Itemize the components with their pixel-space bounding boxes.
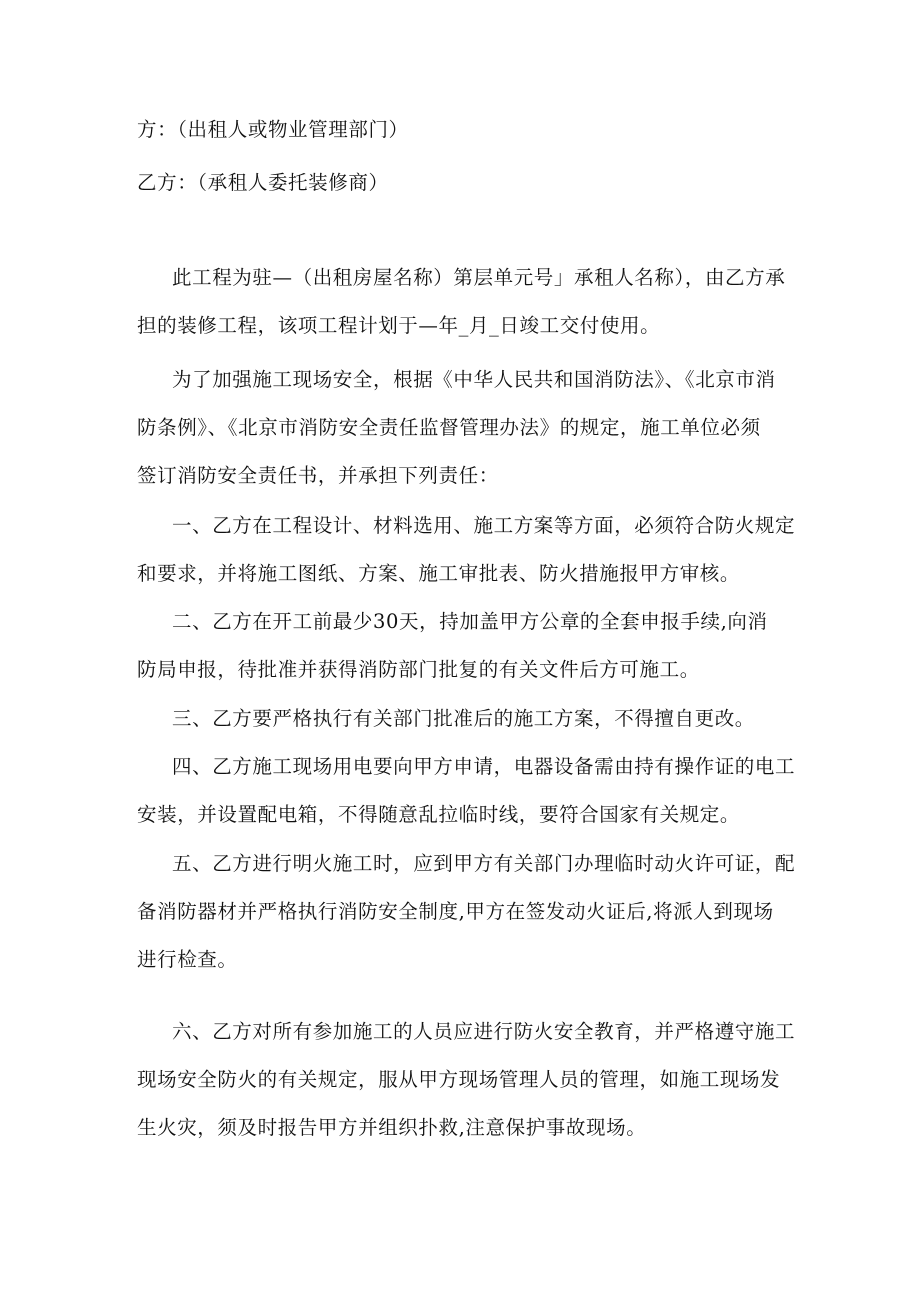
basis-line-3: 签订消防安全责任书，并承担下列责任： [137,464,499,487]
clause-4-line-2: 安装，并设置配电箱，不得随意乱拉临时线，要符合国家有关规定。 [137,803,741,826]
clause-4-line-1: 四、乙方施工现场用电要向甲方申请，电器设备需由持有操作证的电工 [172,755,796,778]
clause-1-line-2: 和要求，并将施工图纸、方案、施工审批表、防火措施报甲方审核。 [137,562,741,585]
basis-line-2: 防条例》、《北京市消防安全责任监督管理办法》的规定，施工单位必须 [137,416,761,439]
intro-line-2: 担的装修工程，该项工程计划于—年_月_日竣工交付使用。 [137,314,661,337]
clause-2-line-2: 防局申报，待批准并获得消防部门批复的有关文件后方可施工。 [137,658,700,681]
intro-line-1: 此工程为驻—（出租房屋名称）第层单元号」承租人名称），由乙方承 [172,266,786,289]
clause-5-line-1: 五、乙方进行明火施工时，应到甲方有关部门办理临时动火许可证，配 [172,852,796,875]
clause-2-line-1: 二、乙方在开工前最少30天，持加盖甲方公章的全套申报手续,向消 [172,610,768,633]
clause-6-line-3: 生火灾，须及时报告甲方并组织扑救,注意保护事故现场。 [137,1116,647,1139]
clause-5-line-2: 备消防器材并严格执行消防安全制度,甲方在签发动火证后,将派人到现场 [137,900,774,923]
basis-line-1: 为了加强施工现场安全，根据《中华人民共和国消防法》、《北京市消 [172,368,776,391]
party-a-line: 方：（出租人或物业管理部门） [137,118,409,141]
clause-6-line-1: 六、乙方对所有参加施工的人员应进行防火安全教育，并严格遵守施工 [172,1020,796,1043]
clause-3-line-1: 三、乙方要严格执行有关部门批准后的施工方案，不得擅自更改。 [172,707,755,730]
clause-5-line-3: 进行检查。 [137,948,238,971]
clause-1-line-1: 一、乙方在工程设计、材料选用、施工方案等方面，必须符合防火规定 [172,514,796,537]
clause-6-line-2: 现场安全防火的有关规定，服从甲方现场管理人员的管理，如施工现场发 [137,1068,781,1091]
party-b-line: 乙方：（承租人委托装修商） [137,171,389,194]
